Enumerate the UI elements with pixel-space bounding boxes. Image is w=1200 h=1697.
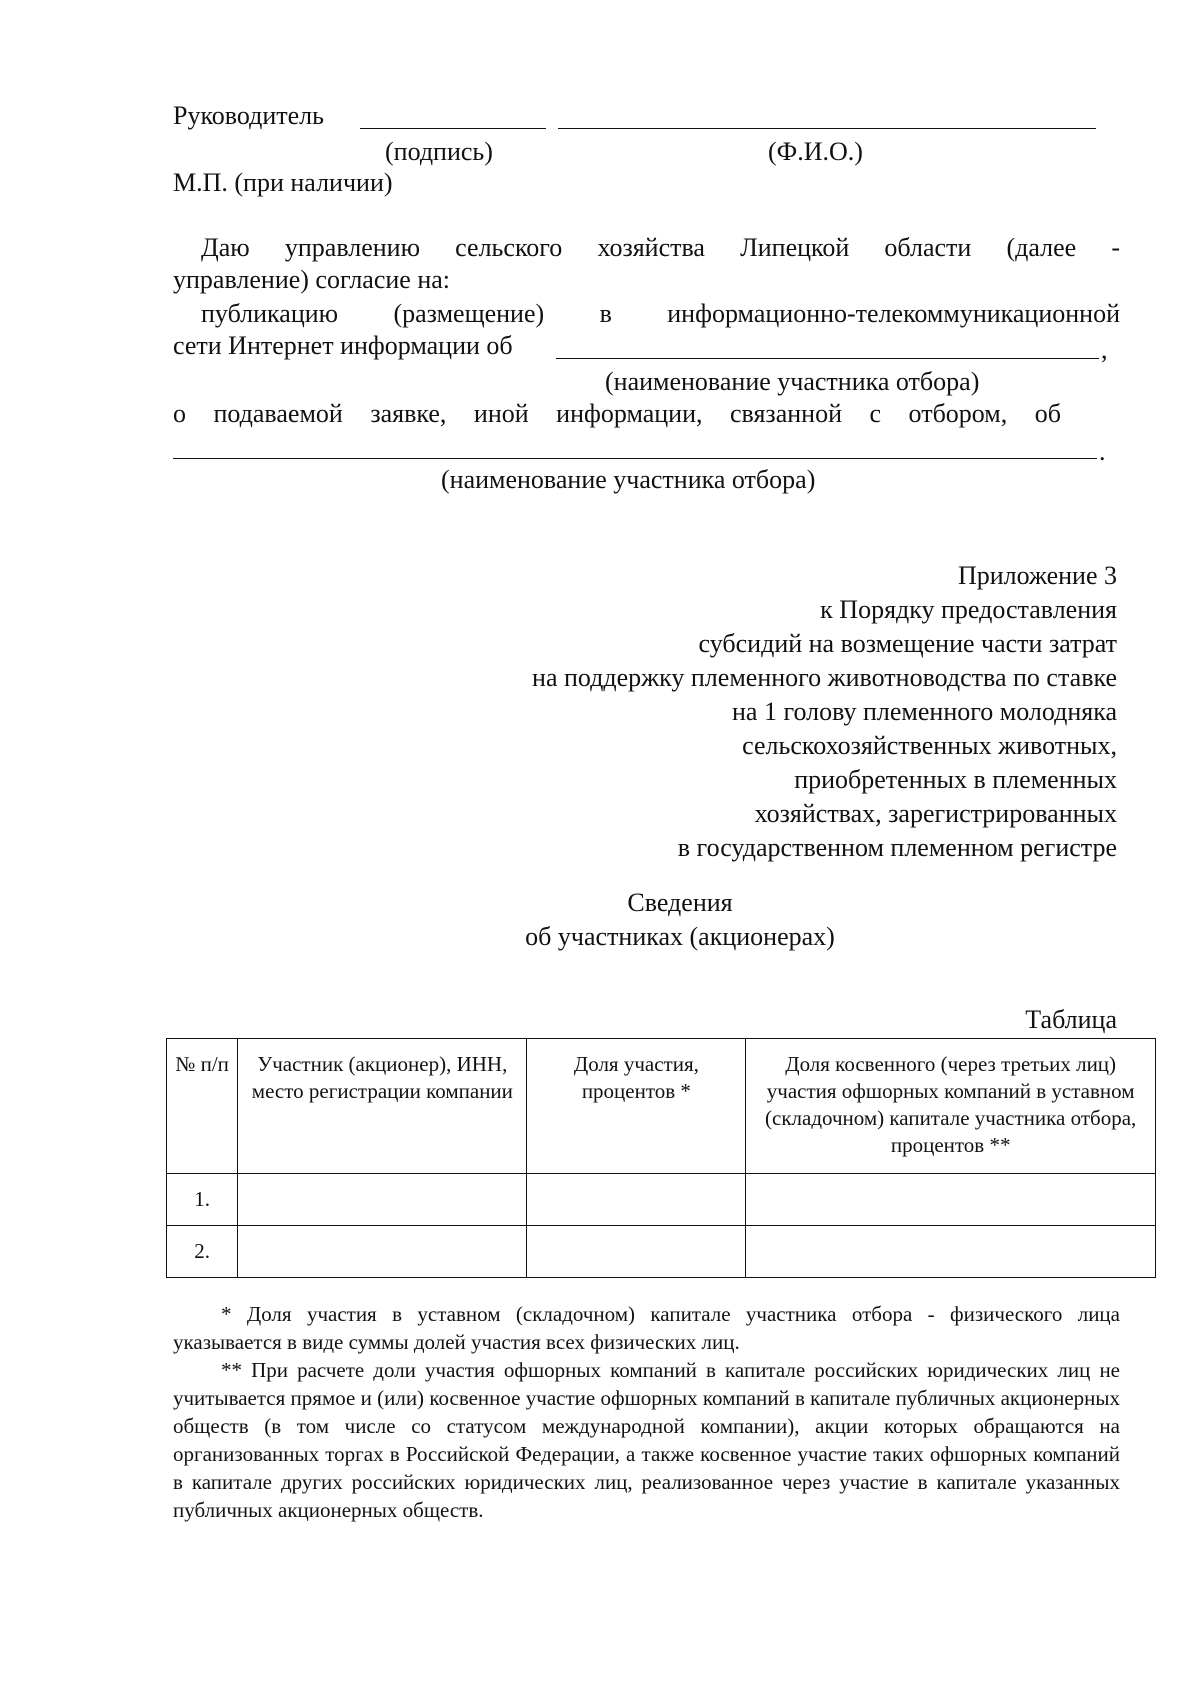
table-row	[167, 1226, 1156, 1278]
participant-cell[interactable]	[238, 1226, 527, 1278]
row-number: 1.	[167, 1174, 238, 1226]
appendix-line-4: на поддержку племенного животноводства по ставке	[532, 663, 1117, 692]
consent-line-1: Даю управлению сельского хозяйства Липецкой области (далее -	[201, 233, 1121, 262]
header-participant: Участник (акционер), ИНН, место регистрации компании	[238, 1039, 527, 1174]
period: .	[1099, 437, 1106, 466]
appendix-line-1: Приложение 3	[957, 561, 1117, 590]
footnotes	[173, 1300, 1120, 1524]
participant-name-line-2[interactable]	[173, 458, 1097, 459]
header-share: Доля участия, процентов *	[527, 1039, 746, 1174]
consent-line-5: о подаваемой заявке, иной информации, связанной с отбором, об	[173, 399, 1061, 428]
appendix-line-7: приобретенных в племенных	[794, 765, 1117, 794]
signatory-label: Руководитель	[173, 101, 324, 130]
consent-line-4: сети Интернет информации об	[173, 331, 513, 360]
participant-caption-1: (наименование участника отбора)	[605, 367, 980, 396]
appendix-line-5: на 1 голову племенного молодняка	[732, 697, 1117, 726]
appendix-line-6: сельскохозяйственных животных,	[742, 731, 1117, 760]
share-cell[interactable]	[527, 1174, 746, 1226]
row-number: 2.	[167, 1226, 238, 1278]
table-header-row	[167, 1039, 1156, 1174]
consent-line-3: публикацию (размещение) в информационно-телекоммуникационной	[201, 299, 1120, 328]
offshore-share-cell[interactable]	[746, 1174, 1156, 1226]
table-label: Таблица	[1025, 1005, 1117, 1034]
comma: ,	[1101, 335, 1108, 364]
participant-name-line-1[interactable]	[556, 358, 1099, 359]
table-row	[167, 1174, 1156, 1226]
signature-caption: (подпись)	[385, 137, 493, 166]
offshore-share-cell[interactable]	[746, 1226, 1156, 1278]
name-caption: (Ф.И.О.)	[768, 137, 863, 166]
footnote-1: * Доля участия в уставном (складочном) капитале участника отбора - физического лица указывается в виде суммы долей участия всех физических лиц.	[173, 1302, 1120, 1354]
stamp-label: М.П. (при наличии)	[173, 168, 393, 197]
appendix-line-2: к Порядку предоставления	[820, 595, 1117, 624]
participant-caption-2: (наименование участника отбора)	[441, 465, 816, 494]
share-cell[interactable]	[527, 1226, 746, 1278]
participants-table	[166, 1038, 1156, 1278]
doc-subtitle: об участниках (акционерах)	[525, 922, 835, 951]
header-number: № п/п	[167, 1039, 238, 1174]
appendix-line-3: субсидий на возмещение части затрат	[698, 629, 1117, 658]
appendix-line-8: хозяйствах, зарегистрированных	[754, 799, 1117, 828]
footnote-2: ** При расчете доли участия офшорных компаний в капитале российских юридических лиц не учитывается прямое и (или) косвенное участие офшорных компаний в капитале публичных акционерных обществ (в том числе со статусом международной компании), акции которых обращаются на организованных торгах в Российской Федерации, а также косвенное участие таких офшорных компаний в капитале других российских юридических лиц, реализованное через участие в капитале указанных публичных акционерных обществ.	[173, 1358, 1120, 1522]
participant-cell[interactable]	[238, 1174, 527, 1226]
name-line[interactable]	[558, 128, 1096, 129]
appendix-line-9: в государственном племенном регистре	[677, 833, 1117, 862]
consent-line-2: управление) согласие на:	[173, 265, 450, 294]
signature-line[interactable]	[360, 128, 546, 129]
doc-title: Сведения	[627, 888, 733, 917]
header-offshore-share: Доля косвенного (через третьих лиц) участия офшорных компаний в уставном (складочном) капитале участника отбора, процентов **	[746, 1039, 1156, 1174]
